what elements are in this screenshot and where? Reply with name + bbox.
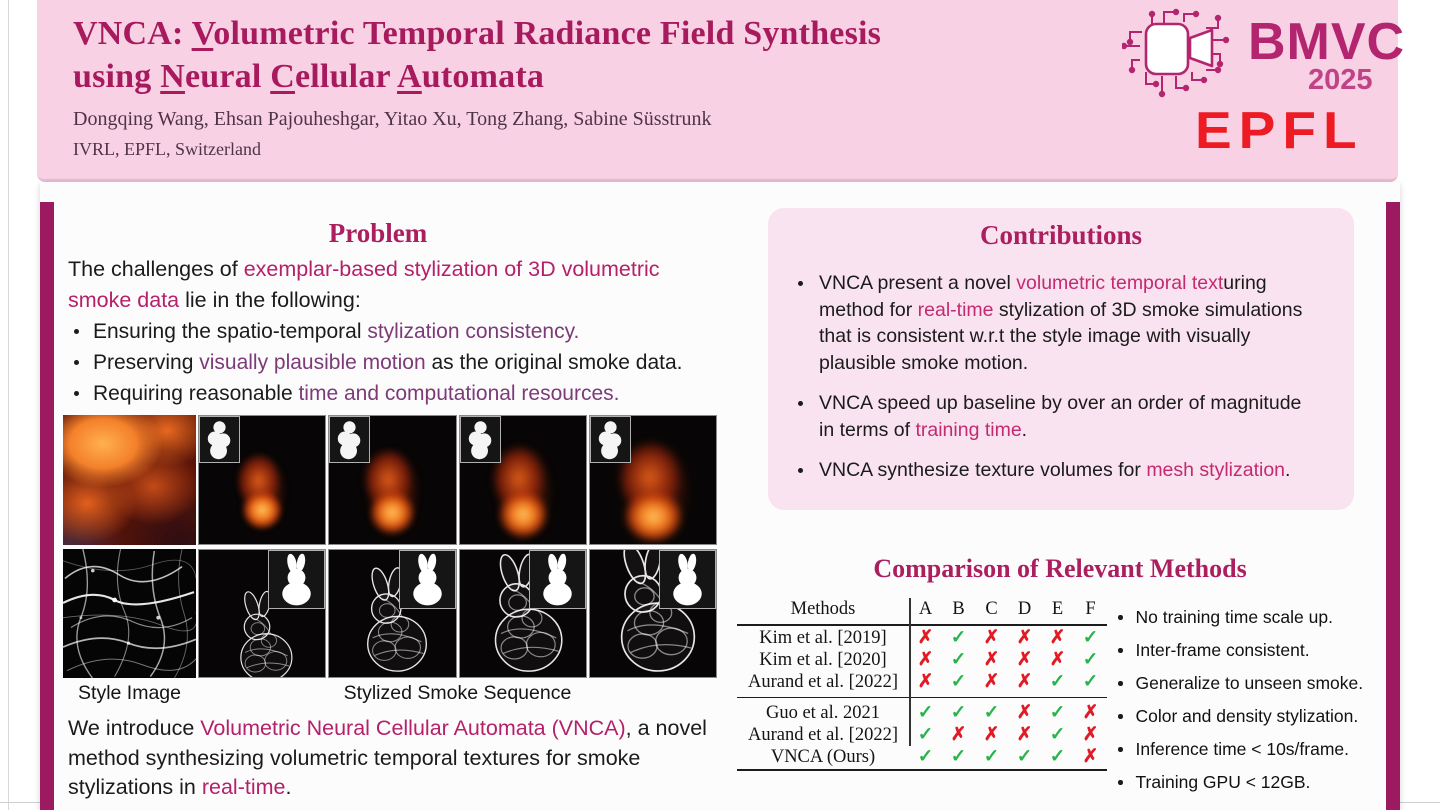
contribution-bullet: VNCA present a novel volumetric temporal texturing method for real-time stylization of 3D smoke simulations that is consistent w.r.t the style image with visually plausible smoke motion. <box>798 270 1320 376</box>
fire-plume <box>232 449 291 530</box>
smoke-frame-2 <box>328 415 456 545</box>
bunny-shape-inset <box>529 550 586 609</box>
table-mark: ✓ <box>1082 628 1099 648</box>
table-mark: ✗ <box>983 650 1000 670</box>
bullet-dot <box>74 391 79 396</box>
col-letter: B <box>952 599 965 619</box>
table-mark: ✓ <box>983 747 1000 767</box>
smoke-frame-1 <box>198 415 326 545</box>
table-mark: ✓ <box>1082 650 1099 670</box>
table-mark: ✗ <box>1016 725 1033 745</box>
table-rule <box>737 624 1107 626</box>
col-letter: C <box>985 599 998 619</box>
bunny-shape-inset <box>659 550 716 609</box>
table-mark: ✓ <box>1049 725 1066 745</box>
bullet-dot <box>1118 747 1123 752</box>
bmvc-logo <box>1082 4 1412 100</box>
smoke-shape-inset <box>329 416 370 463</box>
bullet-dot <box>1118 714 1123 719</box>
problem-intro: The challenges of exemplar-based stylization of 3D volumetric smoke data lie in the following: <box>68 257 660 312</box>
table-mark: ✗ <box>1016 703 1033 723</box>
bunny-shape-inset <box>399 550 456 609</box>
col-letter: A <box>918 599 933 619</box>
legend-item: Inter-frame consistent. <box>1118 634 1418 667</box>
comparison-heading <box>730 554 1390 584</box>
table-mark: ✓ <box>983 703 1000 723</box>
table-mark: ✗ <box>983 628 1000 648</box>
epfl-logo: EPFL <box>1195 100 1364 160</box>
left-accent-bar <box>40 202 54 810</box>
table-mark: ✓ <box>1016 747 1033 767</box>
contributions-title: Contributions <box>979 220 1143 250</box>
table-row <box>737 627 1107 649</box>
style-image-web <box>63 549 196 679</box>
criteria-letters <box>909 599 1107 620</box>
contributions-section <box>768 208 1354 510</box>
bullet-dot <box>798 468 803 473</box>
bmvc-brain-camera-icon <box>1122 8 1230 100</box>
contributions-bullet-list <box>798 270 1320 498</box>
problem-outro: We introduce Volumetric Neural Cellular Automata (VNCA), a novel method synthesizing volumetric temporal textures for smoke stylizations in real-time. <box>68 716 707 799</box>
table-mark: ✓ <box>1049 703 1066 723</box>
table-mark: ✓ <box>917 725 934 745</box>
figure-captions <box>63 682 717 708</box>
bmvc-wordmark: BMVC <box>1248 13 1406 71</box>
poster-body <box>40 182 1400 810</box>
bullet-dot <box>74 329 79 334</box>
poster-header <box>37 0 1406 182</box>
col-letter: D <box>1017 599 1032 619</box>
table-mark: ✓ <box>950 650 967 670</box>
table-mark: ✗ <box>1082 703 1099 723</box>
legend-item: No training time scale up. <box>1118 601 1418 634</box>
method-name: Kim et al. [2019] <box>759 627 887 648</box>
table-mark: ✓ <box>1049 747 1066 767</box>
method-name: VNCA (Ours) <box>770 746 876 767</box>
table-mark: ✓ <box>1082 672 1099 692</box>
smoke-frame-4 <box>589 415 717 545</box>
table-row-ours <box>737 746 1107 768</box>
table-mark: ✗ <box>1016 628 1033 648</box>
table-mark: ✗ <box>1049 650 1066 670</box>
table-mark: ✓ <box>950 703 967 723</box>
smoke-shape-inset <box>199 416 240 463</box>
table-row <box>737 671 1107 693</box>
table-mark: ✓ <box>950 747 967 767</box>
bmvc-year: 2025 <box>1308 64 1373 96</box>
smoke-frame-3 <box>459 415 587 545</box>
authors-line: Dongqing Wang, Ehsan Pajouheshgar, Yitao Xu, Tong Zhang, Sabine Süsstrunk <box>73 108 712 130</box>
results-figure <box>63 415 717 678</box>
title-line-2: using Neural Cellular Automata <box>73 58 545 95</box>
table-mark: ✗ <box>983 725 1000 745</box>
contribution-bullet: VNCA synthesize texture volumes for mesh stylization. <box>798 457 1320 484</box>
bullet-dot <box>1118 780 1123 785</box>
method-name: Kim et al. [2020] <box>759 649 887 670</box>
bunny-shape-inset <box>268 550 325 609</box>
table-mark: ✗ <box>1016 672 1033 692</box>
table-mark: ✗ <box>1082 725 1099 745</box>
table-row <box>737 724 1107 746</box>
table-mark: ✓ <box>917 747 934 767</box>
problem-bullet-list <box>74 316 729 409</box>
poster-title <box>73 12 881 98</box>
bullet-dot <box>1118 615 1123 620</box>
bullet-dot <box>798 281 803 286</box>
table-column-divider <box>909 598 911 746</box>
bullet-dot <box>798 401 803 406</box>
comparison-table <box>737 596 1107 772</box>
col-letter: F <box>1085 599 1096 619</box>
table-mark: ✗ <box>983 672 1000 692</box>
style-image-caption: Style Image <box>78 682 181 704</box>
table-bottom-rule <box>737 769 1107 771</box>
table-mark: ✗ <box>917 650 934 670</box>
legend-item: Training GPU < 12GB. <box>1118 766 1418 799</box>
bullet-dot <box>1118 648 1123 653</box>
legend-item: Color and density stylization. <box>1118 700 1418 733</box>
method-name: Aurand et al. [2022] <box>747 671 898 692</box>
bunny-frame-1 <box>198 549 326 679</box>
bunny-frame-4 <box>589 549 717 679</box>
table-group-divider <box>737 697 1107 698</box>
smoke-shape-inset <box>590 416 631 463</box>
method-name: Guo et al. 2021 <box>765 702 881 723</box>
table-mark: ✓ <box>1049 672 1066 692</box>
problem-bullet: Preserving visually plausible motion as the original smoke data. <box>74 347 729 378</box>
table-mark: ✗ <box>1049 628 1066 648</box>
table-row <box>737 702 1107 724</box>
bunny-frame-3 <box>459 549 587 679</box>
title-line-1: VNCA: Volumetric Temporal Radiance Field Synthesis <box>73 15 882 52</box>
problem-section-heading <box>68 218 688 249</box>
smoke-shape-inset <box>460 416 501 463</box>
bunny-frame-2 <box>328 549 456 679</box>
comparison-title: Comparison of Relevant Methods <box>873 554 1247 583</box>
frame-edge-line <box>8 0 9 810</box>
method-name: Aurand et al. [2022] <box>747 724 898 745</box>
col-letter: E <box>1051 599 1064 619</box>
table-mark: ✗ <box>1016 650 1033 670</box>
methods-column-header: Methods <box>790 599 856 619</box>
table-mark: ✗ <box>917 672 934 692</box>
contributions-heading <box>768 220 1354 251</box>
table-mark: ✓ <box>917 703 934 723</box>
criteria-legend <box>1118 601 1418 799</box>
legend-item: Generalize to unseen smoke. <box>1118 667 1418 700</box>
legend-item: Inference time < 10s/frame. <box>1118 733 1418 766</box>
problem-bullet: Requiring reasonable time and computational resources. <box>74 378 729 409</box>
table-mark: ✓ <box>950 672 967 692</box>
contribution-bullet: VNCA speed up baseline by over an order of magnitude in terms of training time. <box>798 390 1320 443</box>
bullet-dot <box>1118 681 1123 686</box>
table-mark: ✗ <box>1082 747 1099 767</box>
problem-title: Problem <box>328 218 428 248</box>
table-header-row <box>737 596 1107 623</box>
style-image-fire <box>63 415 196 545</box>
table-row <box>737 649 1107 671</box>
bullet-dot <box>74 360 79 365</box>
affiliation-line: IVRL, EPFL, Switzerland <box>73 139 261 159</box>
table-mark: ✓ <box>950 628 967 648</box>
table-mark: ✗ <box>950 725 967 745</box>
problem-bullet: Ensuring the spatio-temporal stylization consistency. <box>74 316 729 347</box>
table-mark: ✗ <box>917 628 934 648</box>
sequence-caption: Stylized Smoke Sequence <box>343 682 572 704</box>
